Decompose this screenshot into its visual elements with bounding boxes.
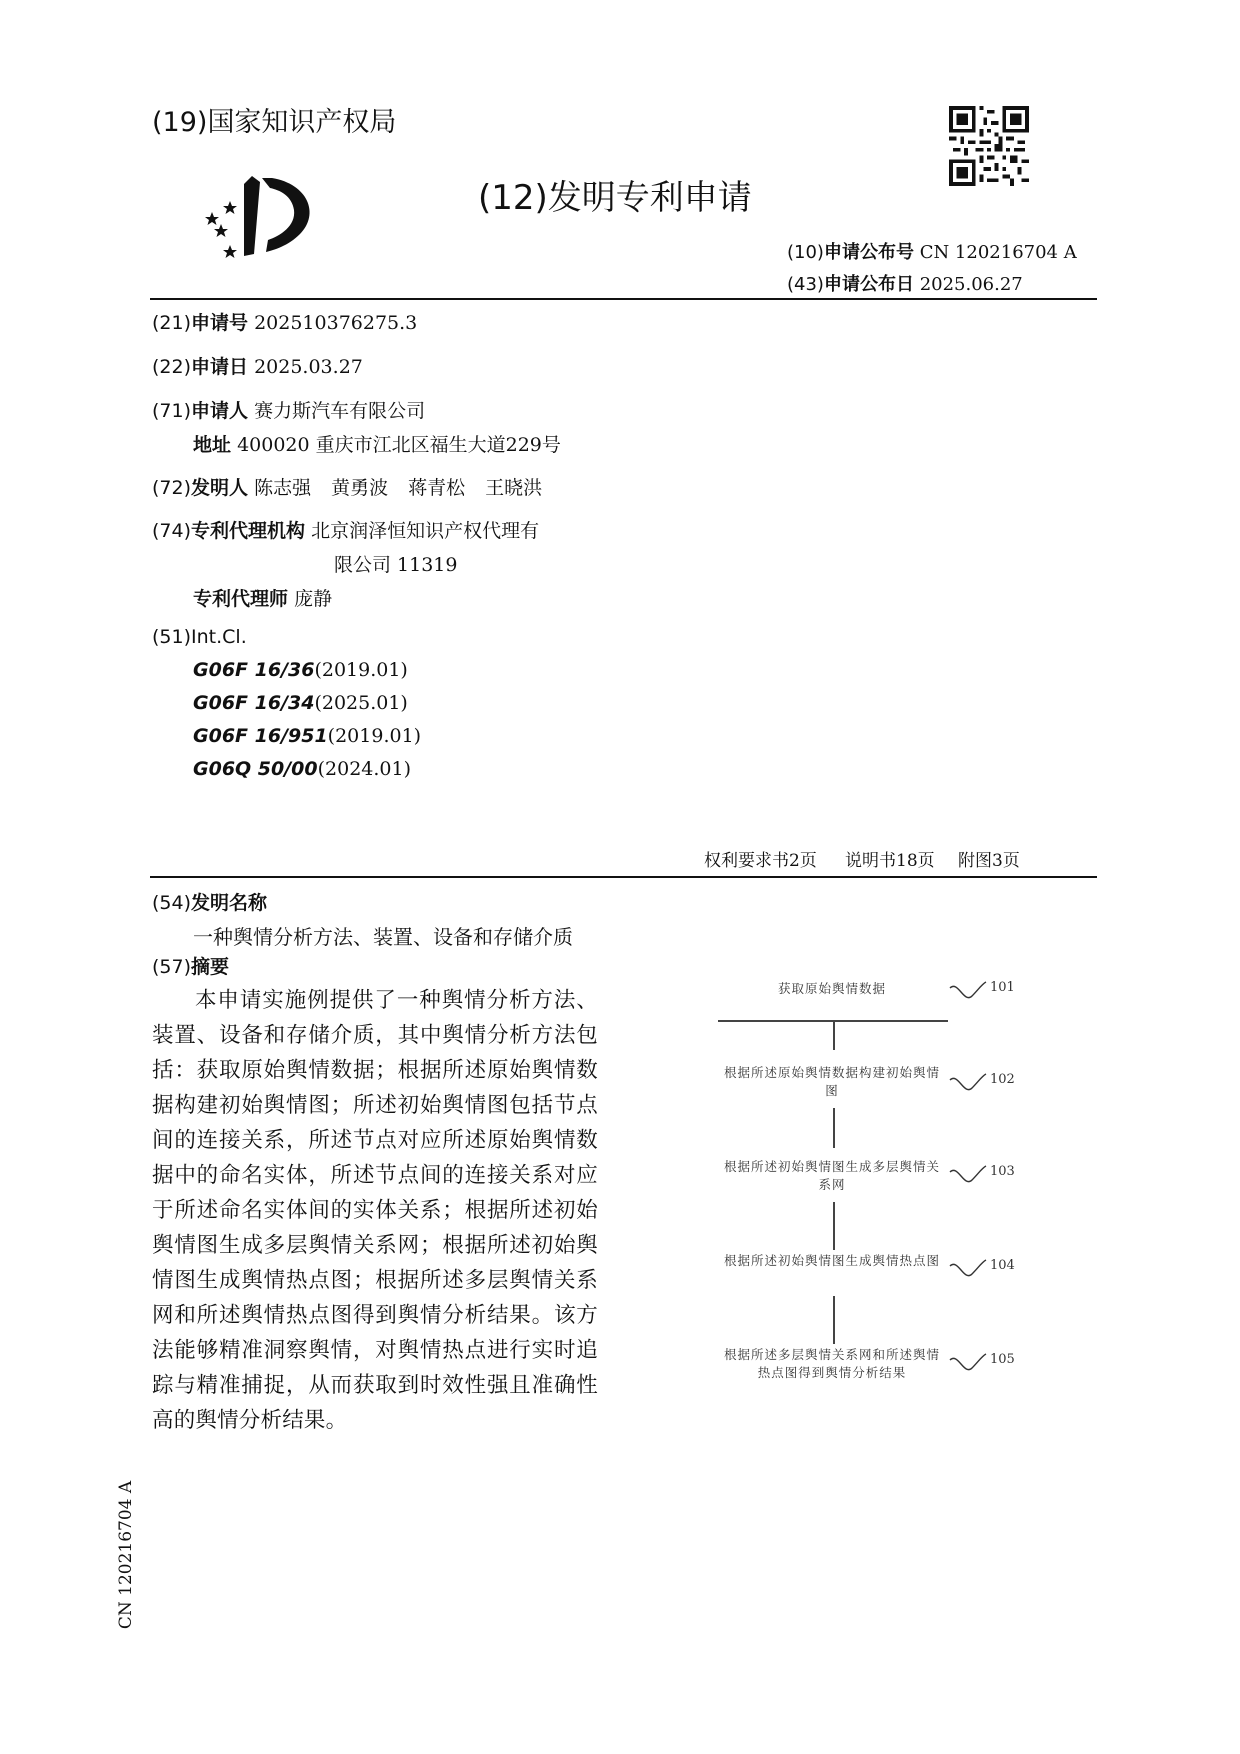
flow-step-box: 根据所述多层舆情关系网和所述舆情热点图得到舆情分析结果: [723, 1347, 940, 1380]
flow-connector: [833, 1108, 835, 1148]
pub-date-label: 申请公布日: [823, 274, 914, 295]
pub-number-label: 申请公布号: [823, 242, 914, 263]
application-number: (21)申请号 202510376275.3: [152, 312, 418, 334]
doc-code: (12): [478, 178, 548, 218]
header-divider: [150, 298, 1097, 300]
office-name: 国家知识产权局: [207, 107, 397, 138]
leader-line-icon: [948, 1160, 988, 1190]
section-divider: [150, 876, 1097, 878]
ipc-entry: G06F 16/36(2019.01): [193, 659, 408, 681]
pub-date-value: 2025.06.27: [919, 274, 1023, 295]
applicant: (71)申请人 赛力斯汽车有限公司: [152, 400, 426, 422]
pub-number-code: (10): [787, 242, 824, 263]
leader-line-icon: [948, 976, 988, 1006]
step-number: 103: [990, 1164, 1015, 1179]
patent-office: [152, 100, 396, 139]
flow-connector: [833, 1296, 835, 1344]
flow-connector: [833, 1020, 835, 1050]
cnipa-emblem-icon: [200, 166, 324, 260]
publication-number: [787, 238, 1077, 264]
invention-title-heading: (54)发明名称: [152, 892, 268, 914]
pub-date-code: (43): [787, 274, 824, 295]
page-count-description: 说明书18页: [845, 851, 935, 871]
applicant-address: 地址 400020 重庆市江北区福生大道229号: [193, 434, 561, 456]
step-number: 104: [990, 1258, 1015, 1273]
document-type: [478, 170, 752, 219]
flow-step-box: 根据所述初始舆情图生成多层舆情关系网: [723, 1159, 940, 1192]
leader-line-icon: [948, 1068, 988, 1098]
int-cl-heading: (51)Int.Cl.: [152, 626, 247, 648]
ipc-entry: G06F 16/951(2019.01): [193, 725, 422, 747]
step-number: 102: [990, 1072, 1015, 1087]
publication-date: [787, 270, 1023, 296]
patent-agent: 专利代理师 庞静: [193, 588, 333, 610]
side-publication-id: CN 120216704 A: [116, 1480, 137, 1630]
abstract-text: 本申请实施例提供了一种舆情分析方法、装置、设备和存储介质，其中舆情分析方法包括：获取原始舆情数据；根据所述原始舆情数据构建初始舆情图；所述初始舆情图包括节点间的连接关系，所述节点对应所述原始舆情数据中的命名实体，所述节点间的连接关系对应于所述命名实体间的实体关系；根据所述初始舆情图生成多层舆情关系网；根据所述初始舆情图生成舆情热点图；根据所述多层舆情关系网和所述舆情热点图得到舆情分析结果。该方法能够精准洞察舆情，对舆情热点进行实时追踪与精准捕捉，从而获取到时效性强且准确性高的舆情分析结果。: [152, 988, 598, 1433]
inventor-name: 蒋青松: [408, 477, 466, 499]
qr-code-icon: [949, 106, 1029, 186]
ipc-entry: G06Q 50/00(2024.01): [193, 758, 412, 780]
leader-line-icon: [948, 1348, 988, 1378]
invention-title: 一种舆情分析方法、装置、设备和存储介质: [193, 925, 573, 949]
pub-number-value: CN 120216704 A: [919, 242, 1077, 263]
flow-step-box: 获取原始舆情数据: [777, 981, 886, 996]
ipc-entry: G06F 16/34(2025.01): [193, 692, 408, 714]
inventor-name: 黄勇波: [331, 477, 389, 499]
inventor-name: 王晓洪: [485, 477, 543, 499]
flow-step-box: 根据所述初始舆情图生成舆情热点图: [723, 1253, 940, 1268]
patent-agency: (74)专利代理机构 北京润泽恒知识产权代理有: [152, 520, 540, 542]
page-count-claims: 权利要求书2页: [704, 851, 817, 871]
inventor-name: 陈志强: [254, 477, 312, 499]
flow-step-box: 根据所述原始舆情数据构建初始舆情图: [723, 1065, 940, 1098]
office-code: (19): [152, 107, 208, 138]
abstract-heading: (57)摘要: [152, 956, 230, 978]
inventors: (72)发明人 陈志强 黄勇波 蒋青松 王晓洪: [152, 477, 543, 499]
step-number: 105: [990, 1352, 1015, 1367]
application-date: (22)申请日 2025.03.27: [152, 356, 363, 378]
page-count-drawings: 附图3页: [958, 851, 1020, 871]
doc-type-label: 发明专利申请: [547, 178, 752, 218]
leader-line-icon: [948, 1254, 988, 1284]
flow-connector: [833, 1202, 835, 1250]
patent-agency-continued: 限公司 11319: [334, 554, 458, 576]
step-number: 101: [990, 980, 1015, 995]
